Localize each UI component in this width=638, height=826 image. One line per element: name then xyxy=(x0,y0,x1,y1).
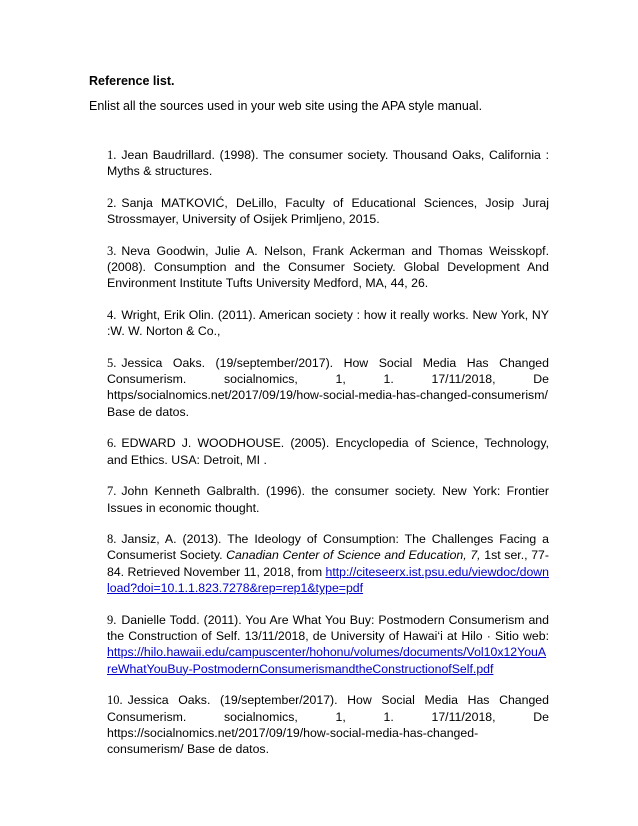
reference-item: 5. Jessica Oaks. (19/september/2017). How Social Media Has Changed Consumerism. socialnomics, 1, 1. 17/11/2018, De https/socialnomics.net/2017/09/19/how-social-media-has-changed-consumerism/ Base de datos. xyxy=(107,355,549,419)
reference-link[interactable]: https://hilo.hawaii.edu/campuscenter/hohonu/volumes/documents/Vol10x12YouAreWhatYouBuy-PostmodernConsumerismandtheConstructionofSelf.pdf xyxy=(107,645,547,676)
reference-item: 10. Jessica Oaks. (19/september/2017). How Social Media Has Changed Consumerism. socialnomics, 1, 1. 17/11/2018, De https://socialnomics.net/2017/09/19/how-social-media-has-changed-consumerism/ Base de datos. xyxy=(107,693,549,757)
page-title: Reference list. xyxy=(89,74,175,88)
reference-item: 4. Wright, Erik Olin. (2011). American society : how it really works. New York, NY :W. W. Norton & Co., xyxy=(107,307,549,339)
reference-item: 9. Danielle Todd. (2011). You Are What You Buy: Postmodern Consumerism and the Construction of Self. 13/11/2018, de University of Hawai‘i at Hilo · Sitio web: https://hilo.hawaii.edu/campuscenter/hohonu/volumes/documents/Vol10x12YouAreWhatYouBuy-PostmodernConsumerismandtheConstructionofSelf.pdf xyxy=(107,612,549,676)
reference-list xyxy=(107,147,549,758)
reference-item: 8. Jansiz, A. (2013). The Ideology of Consumption: The Challenges Facing a Consumerist Society. Canadian Center of Science and Education, 7, 1st ser., 77-84. Retrieved November 11, 2018, from http://citeseerx.ist.psu.edu/viewdoc/download?doi=10.1.1.823.7278&rep=rep1&type=pdf xyxy=(107,531,550,596)
reference-item: 7. John Kenneth Galbralth. (1996). the consumer society. New York: Frontier Issues in economic thought. xyxy=(107,484,549,515)
reference-link[interactable]: http://citeseerx.ist.psu.edu/viewdoc/download?doi=10.1.1.823.7278&rep=rep1&type=pdf xyxy=(107,564,550,596)
journal-title: Canadian Center of Science and Education, 7, xyxy=(226,548,481,563)
intro-text: Enlist all the sources used in your web site using the APA style manual. xyxy=(89,99,483,113)
reference-item: 1. Jean Baudrillard. (1998). The consumer society. Thousand Oaks, California : Myths & structures. xyxy=(107,148,549,179)
reference-item: 6. EDWARD J. WOODHOUSE. (2005). Encyclopedia of Science, Technology, and Ethics. USA: Detroit, MI . xyxy=(107,436,549,467)
reference-item: 2. Sanja MATKOVIĆ, DeLillo, Faculty of Educational Sciences, Josip Juraj Strossmayer, University of Osijek Primljeno, 2015. xyxy=(107,195,549,227)
reference-item: 3. Neva Goodwin, Julie A. Nelson, Frank Ackerman and Thomas Weisskopf. (2008). Consumption and the Consumer Society. Global Development And Environment Institute Tufts University Medford, MA, 44, 26. xyxy=(107,243,549,291)
